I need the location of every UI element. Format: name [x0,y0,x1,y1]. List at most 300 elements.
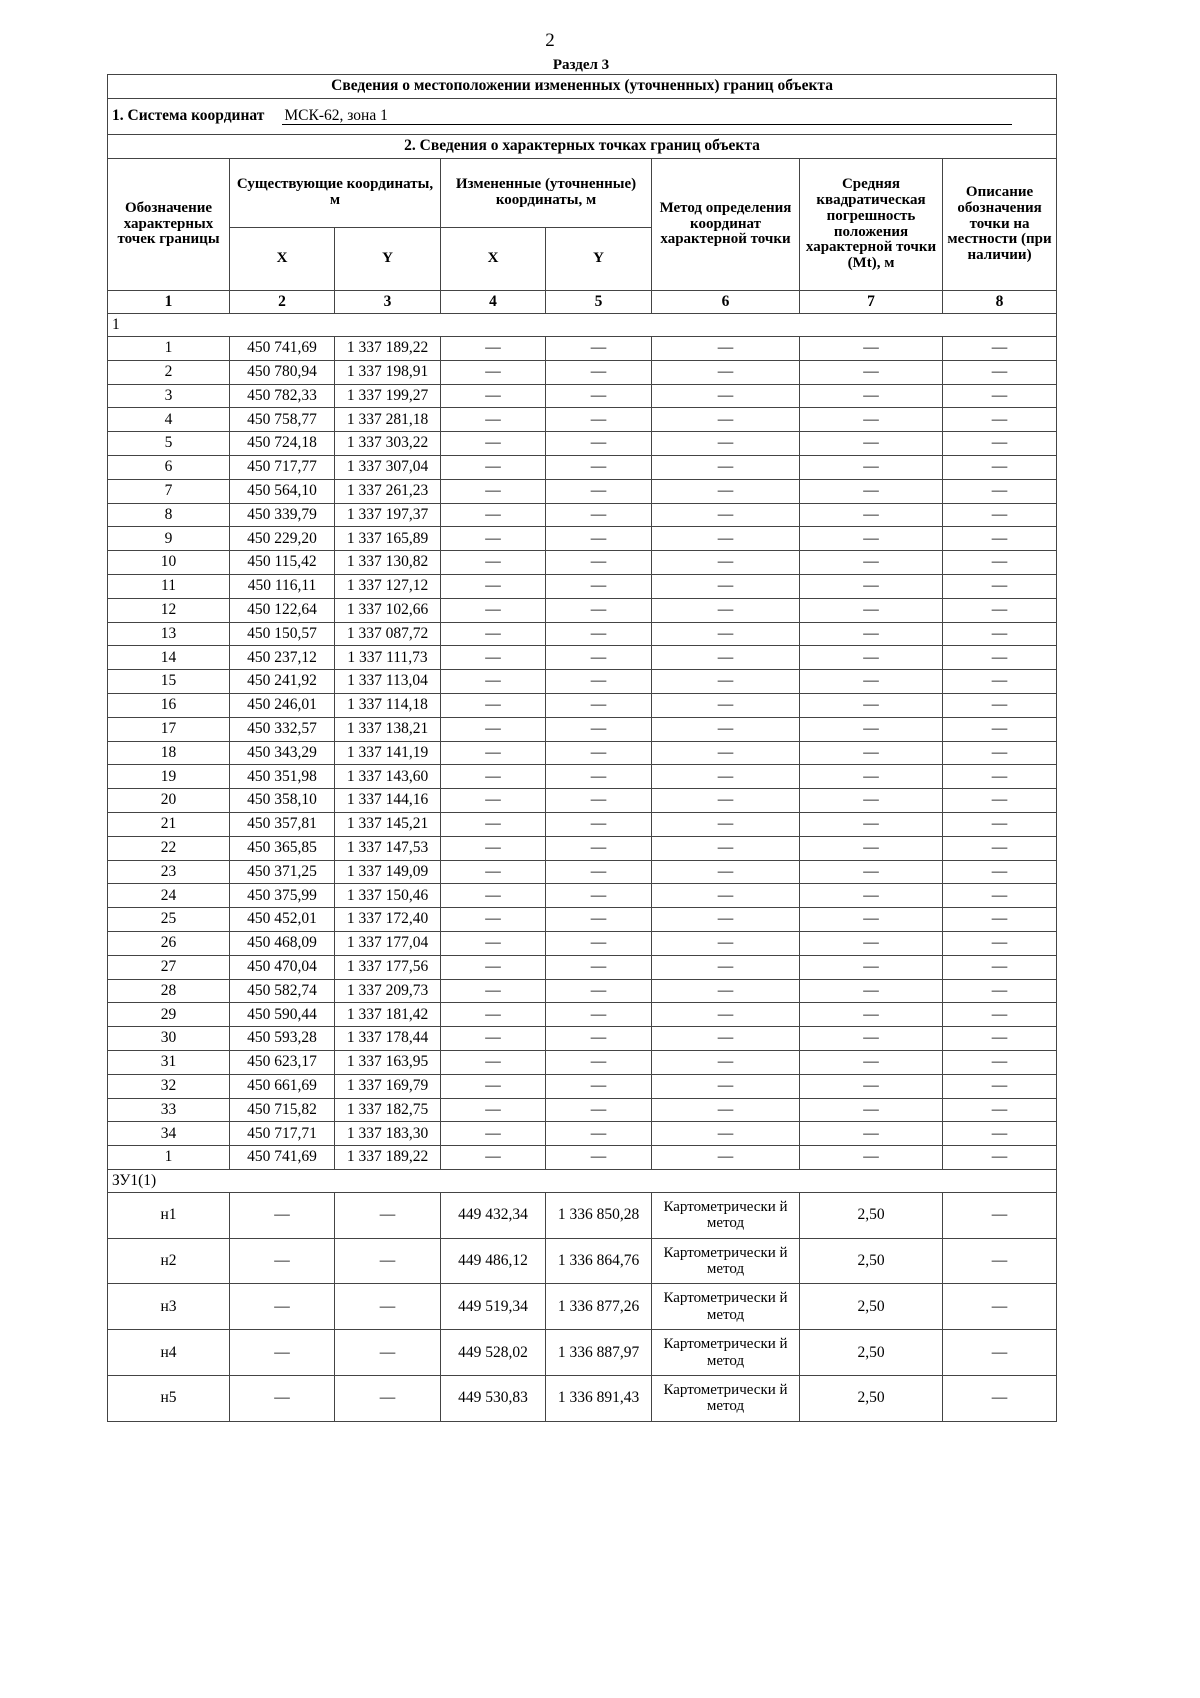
table-cell: — [546,979,652,1003]
table-row [108,479,1057,503]
table-cell: 1 [108,1146,230,1170]
table-cell: — [800,408,943,432]
table-cell: — [652,479,800,503]
table-cell: 450 358,10 [230,789,335,813]
table-cell: н2 [108,1238,230,1284]
table-cell: — [441,384,546,408]
table-row [108,1376,1057,1422]
table-cell: — [800,884,943,908]
table-cell: 1 337 087,72 [335,622,441,646]
table-cell: — [441,598,546,622]
table-cell: — [546,1050,652,1074]
table-cell: — [943,765,1057,789]
table-row [108,717,1057,741]
table-cell: 11 [108,574,230,598]
table-cell: — [800,503,943,527]
table-cell: — [943,598,1057,622]
table-cell: — [943,693,1057,717]
table-cell: — [441,860,546,884]
table-row [108,455,1057,479]
points-title: 2. Сведения о характерных точках границ объекта [108,135,1057,159]
table-row [108,408,1057,432]
table-cell: — [800,384,943,408]
table-cell: 1 337 143,60 [335,765,441,789]
table-cell: — [943,1074,1057,1098]
table-cell: — [441,836,546,860]
table-row [108,598,1057,622]
table-row [108,1330,1057,1376]
table-cell: 450 590,44 [230,1003,335,1027]
table-cell: — [652,1098,800,1122]
table-cell: 2,50 [800,1284,943,1330]
table-cell: 1 337 141,19 [335,741,441,765]
table-cell: 1 337 178,44 [335,1027,441,1051]
table-cell: — [652,598,800,622]
table-cell: — [652,884,800,908]
table-row [108,979,1057,1003]
table-cell: Картометрически й метод [652,1330,800,1376]
table-cell: 1 336 864,76 [546,1238,652,1284]
table-row [108,1027,1057,1051]
table-cell: — [441,574,546,598]
table-cell: — [546,1003,652,1027]
table-row [108,765,1057,789]
table-cell: — [943,1146,1057,1170]
table-cell: — [546,574,652,598]
table-row [108,503,1057,527]
header-existing-x: X [230,228,335,291]
table-cell: — [441,1122,546,1146]
table-cell: 450 116,11 [230,574,335,598]
table-cell: 1 337 169,79 [335,1074,441,1098]
table-cell: 450 661,69 [230,1074,335,1098]
table-cell: 1 337 261,23 [335,479,441,503]
table-cell: 1 336 891,43 [546,1376,652,1422]
table-cell: 450 623,17 [230,1050,335,1074]
section-title: Раздел 3 [552,57,610,73]
table-cell: 1 337 303,22 [335,432,441,456]
table-cell: — [335,1284,441,1330]
table-cell: — [943,836,1057,860]
table-cell: — [800,527,943,551]
table-row [108,1074,1057,1098]
header-existing-y: Y [335,228,441,291]
table-cell: — [943,646,1057,670]
table-row [108,670,1057,694]
table-row [108,1122,1057,1146]
table-cell: — [652,693,800,717]
table-cell: 6 [108,455,230,479]
table-cell: — [546,955,652,979]
table-cell: — [441,1050,546,1074]
table-cell: 30 [108,1027,230,1051]
table-cell: — [546,337,652,361]
table-cell: — [652,979,800,1003]
table-cell: — [546,836,652,860]
table-cell: — [943,337,1057,361]
table-cell: — [800,908,943,932]
table-row [108,527,1057,551]
table-cell: — [335,1376,441,1422]
table-cell: — [230,1192,335,1238]
table-cell: — [441,1098,546,1122]
table-cell: 450 724,18 [230,432,335,456]
table-cell: 28 [108,979,230,1003]
table-cell: 450 229,20 [230,527,335,551]
table-cell: 450 470,04 [230,955,335,979]
table-cell: — [943,955,1057,979]
table-cell: н4 [108,1330,230,1376]
table-cell: 450 357,81 [230,812,335,836]
table-cell: — [652,931,800,955]
table-cell: — [546,1122,652,1146]
table-cell: — [800,432,943,456]
table-cell: 2,50 [800,1376,943,1422]
table-cell: — [652,337,800,361]
table-cell: — [800,860,943,884]
table-cell: — [943,360,1057,384]
table-row [108,812,1057,836]
table-cell: 1 337 145,21 [335,812,441,836]
table-cell: — [943,1027,1057,1051]
table-cell: — [335,1330,441,1376]
table-cell: 1 336 887,97 [546,1330,652,1376]
table-cell: 450 452,01 [230,908,335,932]
table-cell: — [652,1146,800,1170]
table-cell: — [943,1330,1057,1376]
table-cell: — [546,931,652,955]
table-cell: — [652,360,800,384]
table-cell: — [546,908,652,932]
table-cell: — [943,479,1057,503]
table-cell: — [943,884,1057,908]
table-cell: — [546,384,652,408]
table-cell: 9 [108,527,230,551]
table-cell: — [652,1003,800,1027]
table-cell: 450 741,69 [230,337,335,361]
table-cell: 450 564,10 [230,479,335,503]
table-cell: — [652,551,800,575]
table-cell: 23 [108,860,230,884]
table-cell: — [441,360,546,384]
table-row [108,551,1057,575]
table-cell: — [943,503,1057,527]
table-row [108,1098,1057,1122]
table-cell: — [546,622,652,646]
table-cell: 1 337 198,91 [335,360,441,384]
table-cell: — [441,670,546,694]
table-cell: — [943,717,1057,741]
table-cell: 1 337 102,66 [335,598,441,622]
table-cell: — [943,1003,1057,1027]
table-cell: — [546,360,652,384]
table-cell: — [652,527,800,551]
table-cell: — [546,741,652,765]
column-number: 2 [230,291,335,314]
table-cell: — [652,384,800,408]
table-row [108,955,1057,979]
table-cell: — [652,432,800,456]
table-cell: — [546,1074,652,1098]
table-cell: — [441,337,546,361]
table-cell: — [230,1238,335,1284]
table-cell: 15 [108,670,230,694]
table-cell: 26 [108,931,230,955]
table-cell: — [652,812,800,836]
table-cell: 1 337 189,22 [335,337,441,361]
table-cell: 1 337 150,46 [335,884,441,908]
table-cell: 1 337 127,12 [335,574,441,598]
table-cell: — [943,1284,1057,1330]
table-cell: 32 [108,1074,230,1098]
group-name: ЗУ1(1) [108,1169,1057,1192]
table-cell: 7 [108,479,230,503]
table-cell: — [652,1074,800,1098]
table-cell: 2,50 [800,1192,943,1238]
table-cell: 1 337 177,04 [335,931,441,955]
table-cell: — [800,337,943,361]
header-error: Средняя квадратическая погрешность положения характерной точки (Mt), м [800,159,943,291]
header-existing: Существующие координаты, м [230,159,441,228]
table-cell: — [441,1146,546,1170]
table-cell: — [800,931,943,955]
table-cell: н5 [108,1376,230,1422]
group-row [108,314,1057,337]
table-row [108,622,1057,646]
table-cell: — [943,432,1057,456]
coord-system-row [108,99,1057,135]
table-cell: 450 717,77 [230,455,335,479]
table-row [108,1192,1057,1238]
table-cell: 33 [108,1098,230,1122]
table-cell: — [546,455,652,479]
table-cell: — [546,551,652,575]
header-changed-y: Y [546,228,652,291]
table-cell: 25 [108,908,230,932]
table-cell: 1 337 181,42 [335,1003,441,1027]
table-cell: Картометрически й метод [652,1284,800,1330]
table-cell: — [546,884,652,908]
table-row [108,360,1057,384]
table-cell: 450 332,57 [230,717,335,741]
table-cell: — [335,1192,441,1238]
table-cell: — [943,931,1057,955]
table-cell: 1 337 113,04 [335,670,441,694]
table-cell: — [546,789,652,813]
boundary-points-table [107,74,1057,1422]
table-cell: — [800,574,943,598]
column-number: 5 [546,291,652,314]
table-cell: — [943,384,1057,408]
table-cell: — [652,1050,800,1074]
table-cell: 1 336 877,26 [546,1284,652,1330]
table-cell: — [652,622,800,646]
table-cell: — [800,551,943,575]
table-cell: — [943,1098,1057,1122]
table-cell: 1 337 177,56 [335,955,441,979]
table-cell: — [652,765,800,789]
table-cell: — [943,812,1057,836]
table-cell: — [230,1376,335,1422]
table-cell: 34 [108,1122,230,1146]
table-cell: 450 150,57 [230,622,335,646]
table-cell: — [441,693,546,717]
table-cell: — [441,551,546,575]
table-row [108,1146,1057,1170]
group-name: 1 [108,314,1057,337]
table-cell: — [652,670,800,694]
table-row [108,432,1057,456]
table-cell: 8 [108,503,230,527]
header-changed: Измененные (уточненные) координаты, м [441,159,652,228]
table-cell: — [546,860,652,884]
table-cell: — [652,1122,800,1146]
table-cell: — [546,693,652,717]
table-cell: — [943,408,1057,432]
table-cell: — [652,836,800,860]
table-cell: — [800,1050,943,1074]
table-cell: — [546,479,652,503]
table-cell: — [800,479,943,503]
table-cell: 450 758,77 [230,408,335,432]
table-cell: н3 [108,1284,230,1330]
table-cell: 21 [108,812,230,836]
table-cell: — [943,1376,1057,1422]
table-cell: — [441,503,546,527]
table-cell: 1 337 209,73 [335,979,441,1003]
table-cell: 449 519,34 [441,1284,546,1330]
table-cell: 450 741,69 [230,1146,335,1170]
table-cell: 1 337 189,22 [335,1146,441,1170]
table-cell: — [652,503,800,527]
table-cell: — [943,1122,1057,1146]
table-cell: 1 337 138,21 [335,717,441,741]
table-cell: Картометрически й метод [652,1238,800,1284]
table-cell: — [652,574,800,598]
table-cell: 4 [108,408,230,432]
table-cell: 10 [108,551,230,575]
table-cell: — [652,860,800,884]
table-cell: — [800,741,943,765]
table-cell: 1 337 163,95 [335,1050,441,1074]
table-cell: — [652,646,800,670]
column-number: 4 [441,291,546,314]
column-number: 6 [652,291,800,314]
table-cell: — [800,598,943,622]
table-cell: — [546,765,652,789]
table-cell: — [546,503,652,527]
table-cell: 450 351,98 [230,765,335,789]
table-cell: — [943,860,1057,884]
table-cell: — [652,717,800,741]
table-cell: — [546,598,652,622]
table-row [108,1050,1057,1074]
table-cell: 450 780,94 [230,360,335,384]
table-cell: — [441,955,546,979]
table-cell: 3 [108,384,230,408]
table-cell: — [943,551,1057,575]
table-cell: — [546,432,652,456]
table-cell: 450 468,09 [230,931,335,955]
table-row [108,860,1057,884]
table-cell: — [441,455,546,479]
table-cell: — [652,455,800,479]
table-cell: — [335,1238,441,1284]
header-description: Описание обозначения точки на местности (при наличии) [943,159,1057,291]
table-cell: 29 [108,1003,230,1027]
table-cell: 5 [108,432,230,456]
table-row [108,931,1057,955]
table-row [108,574,1057,598]
table-cell: 450 782,33 [230,384,335,408]
table-row [108,646,1057,670]
table-cell: — [800,670,943,694]
table-cell: — [800,646,943,670]
column-number: 7 [800,291,943,314]
table-cell: 1 337 197,37 [335,503,441,527]
table-cell: — [943,908,1057,932]
table-cell: 18 [108,741,230,765]
table-cell: 450 582,74 [230,979,335,1003]
table-cell: 24 [108,884,230,908]
header-designation: Обозначение характерных точек границы [108,159,230,291]
table-cell: — [800,1098,943,1122]
table-cell: 1 337 149,09 [335,860,441,884]
table-cell: — [441,741,546,765]
table-cell: — [943,1238,1057,1284]
table-cell: — [441,979,546,1003]
table-cell: — [800,1074,943,1098]
table-cell: 16 [108,693,230,717]
table-cell: 450 122,64 [230,598,335,622]
table-cell: — [441,527,546,551]
column-number: 1 [108,291,230,314]
table-cell: — [441,1003,546,1027]
group-row [108,1169,1057,1192]
table-cell: — [546,646,652,670]
table-row [108,1003,1057,1027]
table-cell: 17 [108,717,230,741]
table-cell: — [230,1284,335,1330]
coord-system-label: 1. Система координат [112,106,265,124]
table-cell: — [652,908,800,932]
table-cell: 19 [108,765,230,789]
table-cell: 1 337 183,30 [335,1122,441,1146]
table-cell: 450 343,29 [230,741,335,765]
table-cell: — [230,1330,335,1376]
table-cell: — [441,812,546,836]
table-cell: 450 371,25 [230,860,335,884]
table-cell: — [441,908,546,932]
table-cell: — [943,455,1057,479]
table-cell: — [652,741,800,765]
table-cell: 450 715,82 [230,1098,335,1122]
table-cell: 450 115,42 [230,551,335,575]
table-cell: — [441,646,546,670]
table-cell: 450 241,92 [230,670,335,694]
table-cell: — [441,789,546,813]
table-cell: — [652,789,800,813]
table-row [108,1238,1057,1284]
table-cell: 2,50 [800,1330,943,1376]
table-cell: 22 [108,836,230,860]
table-row [108,1284,1057,1330]
table-title: Сведения о местоположении измененных (уточненных) границ объекта [108,75,1057,99]
table-cell: Картометрически й метод [652,1376,800,1422]
table-cell: 1 337 130,82 [335,551,441,575]
table-cell: 31 [108,1050,230,1074]
table-cell: — [800,789,943,813]
